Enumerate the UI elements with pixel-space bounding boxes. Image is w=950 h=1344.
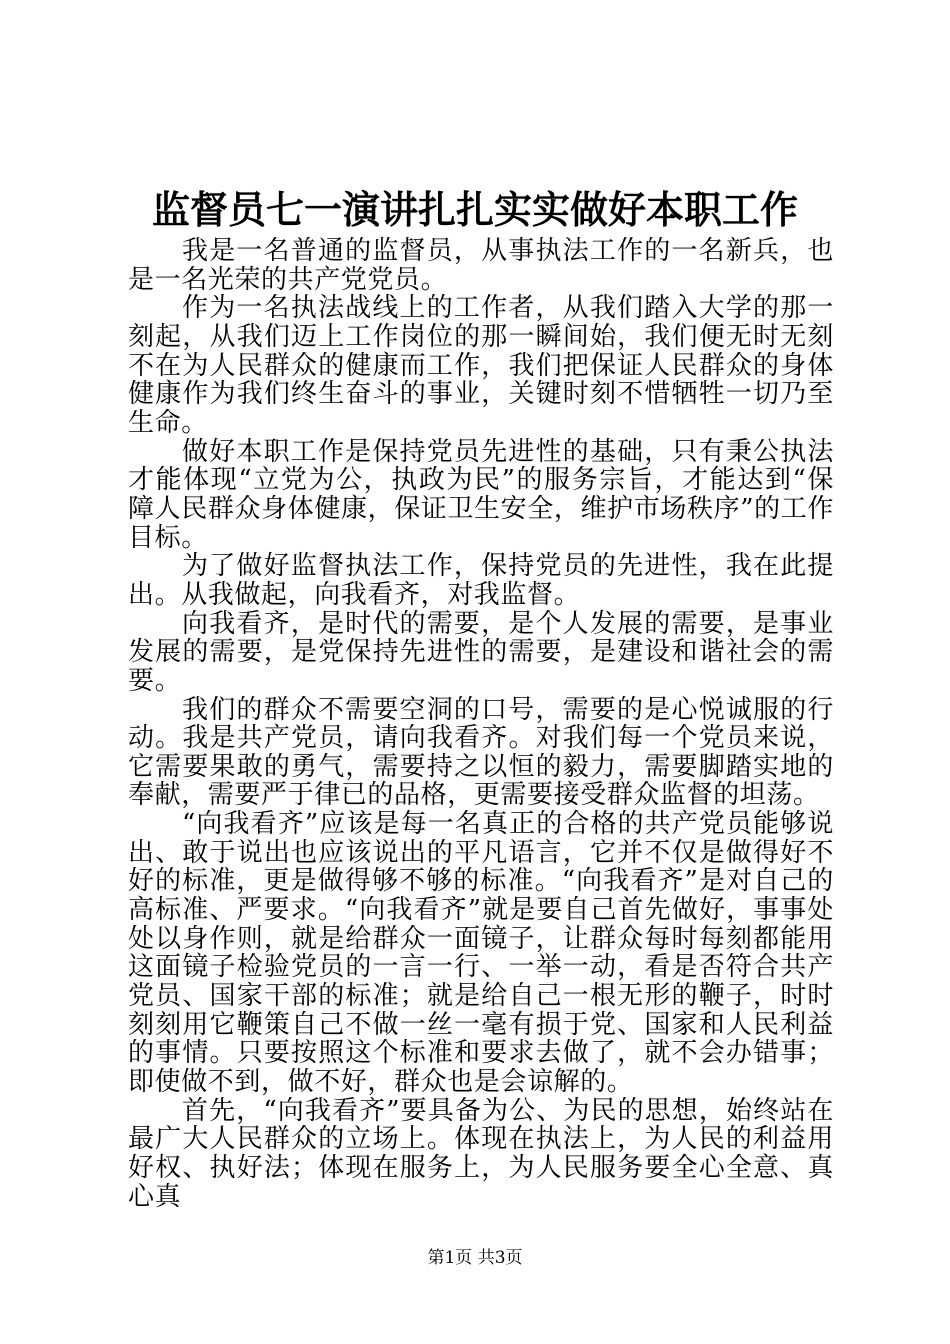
paragraph: 作为一名执法战线上的工作者，从我们踏入大学的那一刻起，从我们迈上工作岗位的那一瞬间始，我们便无时无刻不在为人民群众的健康而工作，我们把保证人民群众的身体健康作为我们终生奋斗的事业，关键时刻不惜牺牲一切乃至生命。 [128,293,834,438]
document-title: 监督员七一演讲扎扎实实做好本职工作 [151,187,798,232]
page-number-footer: 第1页 共3页 [427,1248,523,1268]
paragraph: 为了做好监督执法工作，保持党员的先进性，我在此提出。从我做起，向我看齐，对我监督。 [128,551,834,610]
document-body [128,237,834,1211]
paragraph: 我是一名普通的监督员，从事执法工作的一名新兵，也是一名光荣的共产党党员。 [128,236,834,295]
paragraph: 向我看齐，是时代的需要，是个人发展的需要，是事业发展的需要，是党保持先进性的需要，是建设和谐社会的需要。 [128,608,834,696]
paragraph: 首先，“向我看齐”要具备为公、为民的思想，始终站在最广大人民群众的立场上。体现在执法上，为人民的利益用好权、执好法；体现在服务上，为人民服务要全心全意、真心真 [128,1095,834,1212]
paragraph: “向我看齐”应该是每一名真正的合格的共产党员能够说出、敢于说出也应该说出的平凡语言，它并不仅是做得好不好的标准，更是做得够不够的标准。“向我看齐”是对自己的高标准、严要求。“向我看齐”就是要自己首先做好，事事处处以身作则，就是给群众一面镜子，让群众每时每刻都能用这面镜子检验党员的一言一行、一举一动，看是否符合共产党员、国家干部的标准；就是给自己一根无形的鞭子，时时刻刻用它鞭策自己不做一丝一毫有损于党、国家和人民利益的事情。只要按照这个标准和要求去做了，就不会办错事；即使做不到，做不好，群众也是会谅解的。 [128,809,834,1098]
paragraph: 做好本职工作是保持党员先进性的基础，只有秉公执法才能体现“立党为公，执政为民”的服务宗旨，才能达到“保障人民群众身体健康，保证卫生安全，维护市场秩序”的工作目标。 [128,436,834,553]
paragraph: 我们的群众不需要空洞的口号，需要的是心悦诚服的行动。我是共产党员，请向我看齐。对我们每一个党员来说，它需要果敢的勇气，需要持之以恒的毅力，需要脚踏实地的奉献，需要严于律已的品格，更需要接受群众监督的坦荡。 [128,694,834,811]
